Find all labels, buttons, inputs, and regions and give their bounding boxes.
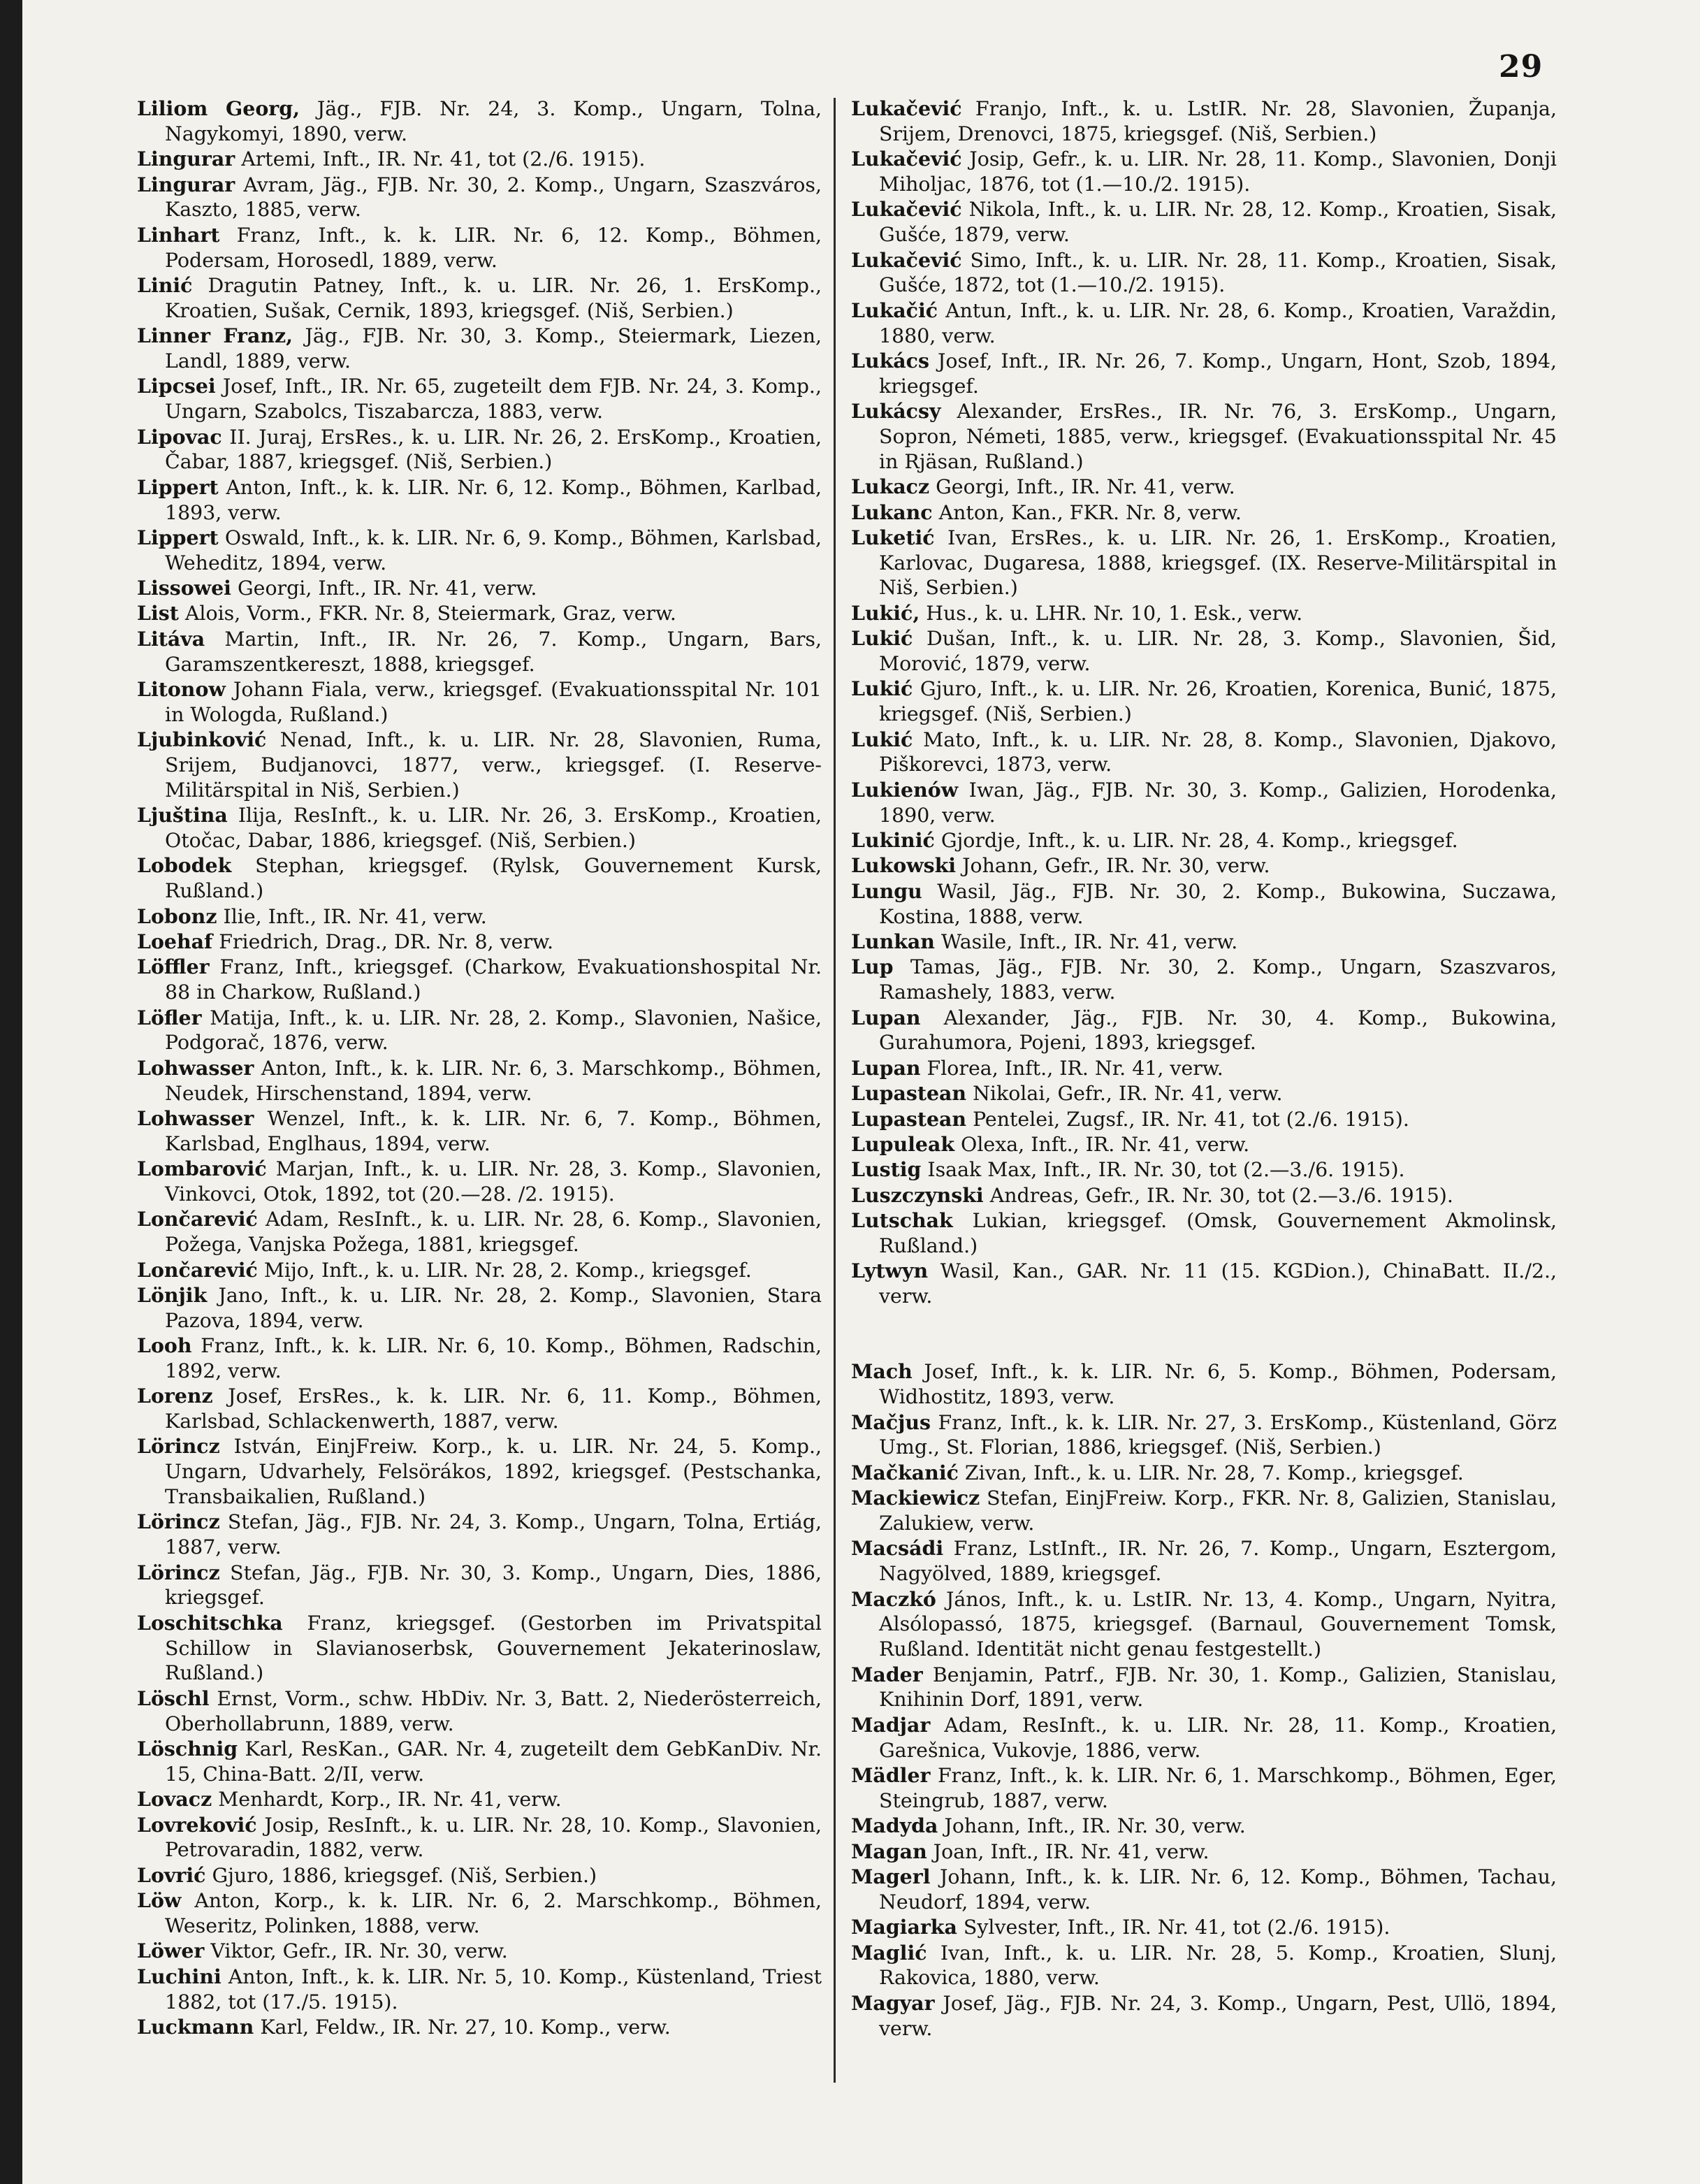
list-entry: [851, 853, 1557, 878]
list-entry: [851, 399, 1557, 474]
list-entry: [851, 500, 1557, 526]
entry-name: Lingurar: [137, 147, 235, 171]
list-entry: [851, 879, 1557, 930]
column-divider: [834, 98, 836, 2083]
entry-details: Zivan, Inft., k. u. LIR. Nr. 28, 7. Komp., kriegsgef.: [964, 1461, 1464, 1484]
entry-name: Lunkan: [851, 929, 935, 953]
entry-name: Looh: [137, 1333, 192, 1358]
entry-name: Mackiewicz: [851, 1486, 980, 1510]
list-entry: [137, 1510, 822, 1560]
entry-name: Lukowski: [851, 853, 957, 878]
entry-details: Nikolai, Gefr., IR. Nr. 41, verw.: [973, 1082, 1283, 1106]
entry-details: Wasile, Inft., IR. Nr. 41, verw.: [941, 930, 1238, 953]
entry-details: Johann Fiala, verw., kriegsgef. (Evakuationsspital Nr. 101 in Wologda, Rußland.): [165, 678, 822, 726]
entry-details: Gjordje, Inft., k. u. LIR. Nr. 28, 4. Komp., kriegsgef.: [940, 829, 1458, 853]
entry-name: Lörincz: [137, 1434, 220, 1459]
entry-details: Jäg., FJB. Nr. 30, 3. Komp., Steiermark, Liezen, Landl, 1889, verw.: [165, 324, 822, 373]
list-entry: [137, 1157, 822, 1207]
entry-details: Franz, Inft., k. k. LIR. Nr. 6, 1. Marschkomp., Böhmen, Eger, Steingrub, 1887, verw.: [879, 1763, 1557, 1812]
entry-details: Wenzel, Inft., k. k. LIR. Nr. 6, 7. Komp., Böhmen, Karlsbad, Englhaus, 1894, verw.: [165, 1106, 822, 1155]
list-entry: [851, 1814, 1557, 1839]
list-entry: [137, 1283, 822, 1333]
list-entry: [137, 1207, 822, 1257]
entry-name: Lungu: [851, 878, 922, 903]
list-entry: [137, 1333, 822, 1384]
entry-name: Lukinić: [851, 828, 935, 853]
right-column: [851, 96, 1557, 2041]
entry-name: Lupan: [851, 1005, 921, 1029]
entry-name: Madyda: [851, 1814, 938, 1838]
entry-details: Johann, Inft., IR. Nr. 30, verw.: [944, 1814, 1246, 1838]
entry-details: Avram, Jäg., FJB. Nr. 30, 2. Komp., Ungarn, Szaszváros, Kaszto, 1885, verw.: [165, 173, 822, 222]
entry-details: Oswald, Inft., k. k. LIR. Nr. 6, 9. Komp., Böhmen, Karlsbad, Weheditz, 1894, verw.: [165, 526, 822, 574]
entry-name: Magerl: [851, 1864, 931, 1888]
entry-details: Karl, Feldw., IR. Nr. 27, 10. Komp., verw.: [260, 2015, 671, 2039]
list-entry: [851, 147, 1557, 197]
list-entry: [137, 1863, 822, 1888]
entry-details: Ernst, Vorm., schw. HbDiv. Nr. 3, Batt. 2, Niederösterreich, Oberhollabrunn, 1889, verw.: [165, 1686, 822, 1735]
entry-details: Hus., k. u. LHR. Nr. 10, 1. Esk., verw.: [926, 601, 1303, 625]
list-entry: [137, 425, 822, 475]
entry-details: Nenad, Inft., k. u. LIR. Nr. 28, Slavonien, Ruma, Srijem, Budjanovci, 1877, verw., kriegsgef. (I. Reserve-Militärspital in Niš, Serbien.): [165, 728, 822, 802]
entry-details: Anton, Inft., k. k. LIR. Nr. 5, 10. Komp., Küstenland, Triest 1882, tot (17./5. 1915).: [165, 1965, 822, 2013]
list-entry: [137, 853, 822, 904]
entry-name: Lobonz: [137, 904, 217, 928]
list-entry: [137, 374, 822, 424]
entry-name: Luszczynski: [851, 1183, 984, 1207]
list-entry: [137, 526, 822, 576]
list-entry: [137, 1939, 822, 1964]
entry-name: Lukić: [851, 677, 913, 701]
entry-name: Mader: [851, 1662, 923, 1686]
entry-name: Magiarka: [851, 1915, 957, 1939]
entry-details: Georgi, Inft., IR. Nr. 41, verw.: [237, 577, 537, 600]
entry-name: Lukanc: [851, 500, 933, 524]
entry-details: Joan, Inft., IR. Nr. 41, verw.: [933, 1839, 1209, 1863]
entry-name: Lippert: [137, 525, 219, 549]
entry-name: Litonow: [137, 677, 226, 702]
entry-name: Lupastean: [851, 1106, 967, 1131]
list-entry: [137, 475, 822, 526]
entry-name: Linhart: [137, 222, 220, 247]
entry-details: Stefan, Jäg., FJB. Nr. 24, 3. Komp., Ungarn, Tolna, Ertiág, 1887, verw.: [165, 1510, 822, 1559]
list-entry: [851, 1915, 1557, 1940]
list-entry: [137, 324, 822, 374]
entry-name: Lup: [851, 955, 894, 979]
entry-details: Antun, Inft., k. u. LIR. Nr. 28, 6. Komp., Kroatien, Varaždin, 1880, verw.: [879, 298, 1557, 347]
entry-name: Lorenz: [137, 1384, 213, 1408]
entry-details: Wasil, Kan., GAR. Nr. 11 (15. KGDion.), ChinaBatt. II./2., verw.: [879, 1259, 1557, 1308]
entry-details: Stephan, kriegsgef. (Rylsk, Gouvernement Kursk, Rußland.): [165, 854, 822, 903]
list-entry: [851, 955, 1557, 1005]
list-entry: [851, 1359, 1557, 1410]
list-entry: [851, 1410, 1557, 1461]
entry-name: Lovrić: [137, 1863, 206, 1887]
entry-details: Johann, Gefr., IR. Nr. 30, verw.: [962, 854, 1270, 878]
entry-name: Macsádi: [851, 1536, 944, 1561]
entry-name: Luketić: [851, 525, 935, 549]
list-entry: [851, 1663, 1557, 1713]
entry-details: Ivan, Inft., k. u. LIR. Nr. 28, 5. Komp., Kroatien, Slunj, Rakovica, 1880, verw.: [879, 1941, 1557, 1990]
list-entry: [137, 1056, 822, 1106]
entry-name: Linner Franz,: [137, 324, 293, 348]
entry-details: Iwan, Jäg., FJB. Nr. 30, 3. Komp., Galizien, Horodenka, 1890, verw.: [879, 778, 1557, 827]
entry-details: Ilija, ResInft., k. u. LIR. Nr. 26, 3. ErsKomp., Kroatien, Otočac, Dabar, 1886, kriegsgef. (Niš, Serbien.): [165, 804, 822, 853]
entry-details: Franz, Inft., k. k. LIR. Nr. 6, 12. Komp., Böhmen, Podersam, Horosedl, 1889, verw.: [165, 223, 822, 272]
list-entry: [137, 1106, 822, 1157]
entry-name: Lytwyn: [851, 1259, 929, 1283]
entry-details: Anton, Inft., k. k. LIR. Nr. 6, 12. Komp., Böhmen, Karlbad, 1893, verw.: [165, 475, 822, 524]
list-entry: [137, 904, 822, 930]
entry-name: Lovreković: [137, 1812, 257, 1837]
list-entry: [137, 2015, 822, 2040]
entry-name: Linić: [137, 273, 193, 297]
entry-name: Löschnig: [137, 1736, 238, 1760]
list-entry: [137, 1787, 822, 1812]
entry-details: Josef, Inft., IR. Nr. 65, zugeteilt dem FJB. Nr. 24, 3. Komp., Ungarn, Szabolcs, Tiszabarcza, 1883, verw.: [165, 375, 822, 424]
list-entry: [851, 778, 1557, 828]
list-entry: [851, 930, 1557, 955]
list-entry: [137, 601, 822, 626]
entry-name: Mačkanić: [851, 1460, 959, 1484]
entry-name: List: [137, 601, 179, 625]
entry-name: Loehaf: [137, 929, 213, 953]
list-entry: [137, 728, 822, 802]
entry-name: Lingurar: [137, 172, 235, 196]
list-entry: [851, 1081, 1557, 1106]
entry-name: Luckmann: [137, 2014, 254, 2039]
list-entry: [137, 273, 822, 324]
entry-details: Mijo, Inft., k. u. LIR. Nr. 28, 2. Komp., kriegsgef.: [263, 1258, 752, 1282]
list-entry: [137, 223, 822, 273]
entry-details: Andreas, Gefr., IR. Nr. 30, tot (2.—3./6. 1915).: [989, 1183, 1453, 1207]
entry-details: István, EinjFreiw. Korp., k. u. LIR. Nr. 24, 5. Komp., Ungarn, Udvarhely, Felsörákos, 1892, kriegsgef. (Pestschanka, Transbaikalien, Rußland.): [165, 1435, 822, 1509]
entry-name: Lipcsei: [137, 374, 216, 398]
entry-details: Josip, Gefr., k. u. LIR. Nr. 28, 11. Komp., Slavonien, Donji Miholjac, 1876, tot (1.—10./2. 1915).: [879, 147, 1557, 196]
entry-name: Löw: [137, 1888, 182, 1913]
entry-name: Ljubinković: [137, 728, 267, 752]
list-entry: [137, 576, 822, 601]
list-entry: [851, 601, 1557, 626]
entry-name: Lörincz: [137, 1510, 220, 1534]
entry-details: Dušan, Inft., k. u. LIR. Nr. 28, 3. Komp., Slavonien, Šid, Morović, 1879, verw.: [879, 627, 1557, 676]
entry-details: Sylvester, Inft., IR. Nr. 41, tot (2./6. 1915).: [963, 1916, 1390, 1939]
entry-details: Anton, Korp., k. k. LIR. Nr. 6, 2. Marschkomp., Böhmen, Weseritz, Polinken, 1888, verw.: [165, 1889, 822, 1937]
entry-name: Madjar: [851, 1712, 931, 1737]
entry-details: Menhardt, Korp., IR. Nr. 41, verw.: [218, 1788, 562, 1811]
entry-details: Josip, ResInft., k. u. LIR. Nr. 28, 10. Komp., Slavonien, Petrovaradin, 1882, verw.: [165, 1813, 822, 1862]
list-entry: [137, 1006, 822, 1056]
entry-details: Jäg., FJB. Nr. 24, 3. Komp., Ungarn, Tolna, Nagykomyi, 1890, verw.: [165, 97, 822, 145]
entry-name: Magyar: [851, 1990, 935, 2015]
list-entry: [851, 1713, 1557, 1763]
list-entry: [137, 1611, 822, 1686]
list-entry: [851, 626, 1557, 677]
list-entry: [851, 96, 1557, 147]
entry-details: Josef, Jäg., FJB. Nr. 24, 3. Komp., Ungarn, Pest, Ullö, 1894, verw.: [879, 1991, 1557, 2040]
entry-details: János, Inft., k. u. LstIR. Nr. 13, 4. Komp., Ungarn, Nyitra, Alsólopassó, 1875, kriegsgef. (Barnaul, Gouvernement Tomsk, Rußland. Identität nicht genau festgestellt.): [879, 1587, 1557, 1661]
entry-name: Lončarević: [137, 1257, 258, 1282]
entry-name: Lovacz: [137, 1787, 212, 1811]
entry-details: Franjo, Inft., k. u. LstIR. Nr. 28, Slavonien, Županja, Srijem, Drenovci, 1875, kriegsgef. (Niš, Serbien.): [879, 97, 1557, 145]
list-entry: [851, 1006, 1557, 1056]
entry-name: Lohwasser: [137, 1106, 254, 1130]
list-entry: [137, 1561, 822, 1611]
page-number: 29: [1499, 49, 1543, 85]
list-entry: [851, 298, 1557, 349]
entry-details: Olexa, Inft., IR. Nr. 41, verw.: [961, 1132, 1250, 1156]
list-entry: [137, 1686, 822, 1737]
entry-details: Franz, kriegsgef. (Gestorben im Privatspital Schillow in Slavianoserbsk, Gouvernement Jekaterinoslaw, Rußland.): [165, 1611, 822, 1685]
entry-name: Lukienów: [851, 777, 959, 802]
entry-name: Lörincz: [137, 1560, 220, 1584]
list-entry: [851, 1536, 1557, 1586]
list-entry: [137, 1737, 822, 1787]
list-entry: [851, 1259, 1557, 1309]
entry-details: Lukian, kriegsgef. (Omsk, Gouvernement Akmolinsk, Rußland.): [879, 1209, 1557, 1257]
entry-details: Gjuro, Inft., k. u. LIR. Nr. 26, Kroatien, Korenica, Bunić, 1875, kriegsgef. (Niš, Serbien.): [879, 677, 1557, 726]
entry-name: Ljuština: [137, 803, 228, 827]
list-entry: [137, 1258, 822, 1283]
entry-details: Friedrich, Drag., DR. Nr. 8, verw.: [219, 930, 553, 953]
list-entry: [137, 173, 822, 223]
entry-details: Gjuro, 1886, kriegsgef. (Niš, Serbien.): [212, 1863, 597, 1887]
entry-name: Lohwasser: [137, 1055, 254, 1080]
entry-details: Isaak Max, Inft., IR. Nr. 30, tot (2.—3./6. 1915).: [927, 1158, 1405, 1182]
list-entry: [851, 1587, 1557, 1662]
entry-name: Magan: [851, 1839, 927, 1863]
list-entry: [851, 677, 1557, 727]
entry-details: Josef, Inft., k. k. LIR. Nr. 6, 5. Komp., Böhmen, Podersam, Widhostitz, 1893, verw.: [879, 1360, 1557, 1409]
entry-details: Stefan, Jäg., FJB. Nr. 30, 3. Komp., Ungarn, Dies, 1886, kriegsgef.: [165, 1561, 822, 1610]
entry-details: Franz, Inft., k. k. LIR. Nr. 27, 3. ErsKomp., Küstenland, Görz Umg., St. Florian, 1886, kriegsgef. (Niš, Serbien.): [879, 1410, 1557, 1459]
entry-details: Josef, Inft., IR. Nr. 26, 7. Komp., Ungarn, Hont, Szob, 1894, kriegsgef.: [879, 349, 1557, 398]
entry-name: Lukačević: [851, 147, 962, 171]
entry-name: Lutschak: [851, 1208, 953, 1233]
entry-details: Benjamin, Patrf., FJB. Nr. 30, 1. Komp., Galizien, Stanislau, Knihinin Dorf, 1891, verw.: [879, 1663, 1557, 1712]
entry-name: Lukácsy: [851, 399, 941, 424]
entry-name: Lippert: [137, 475, 219, 499]
list-entry: [851, 1486, 1557, 1536]
left-column: [137, 96, 822, 2040]
list-entry: [851, 1941, 1557, 1991]
entry-name: Lönjik: [137, 1282, 208, 1307]
entry-details: Marjan, Inft., k. u. LIR. Nr. 28, 3. Komp., Slavonien, Vinkovci, Otok, 1892, tot (20.—28. /2. 1915).: [165, 1157, 822, 1206]
entry-details: Alexander, Jäg., FJB. Nr. 30, 4. Komp., Bukowina, Gurahumora, Pojeni, 1893, kriegsgef.: [879, 1006, 1557, 1055]
entry-details: Alois, Vorm., FKR. Nr. 8, Steiermark, Graz, verw.: [184, 602, 676, 625]
entry-name: Lukačić: [851, 298, 938, 322]
entry-name: Mädler: [851, 1763, 931, 1787]
list-entry: [851, 526, 1557, 600]
entry-details: Tamas, Jäg., FJB. Nr. 30, 2. Komp., Ungarn, Szaszvaros, Ramashely, 1883, verw.: [879, 955, 1557, 1004]
entry-details: Viktor, Gefr., IR. Nr. 30, verw.: [210, 1939, 508, 1963]
entry-name: Lustig: [851, 1157, 922, 1182]
entry-details: Adam, ResInft., k. u. LIR. Nr. 28, 11. Komp., Kroatien, Garešnica, Vukovje, 1886, verw.: [879, 1713, 1557, 1762]
entry-name: Maczkó: [851, 1586, 936, 1611]
entry-details: Franz, LstInft., IR. Nr. 26, 7. Komp., Ungarn, Esztergom, Nagyölved, 1889, kriegsgef.: [879, 1537, 1557, 1586]
list-entry: [851, 728, 1557, 778]
entry-name: Lukacz: [851, 475, 930, 499]
list-entry: [137, 1965, 822, 2015]
entry-name: Lobodek: [137, 853, 232, 878]
entry-name: Lupastean: [851, 1081, 967, 1106]
entry-name: Lukačević: [851, 96, 962, 120]
list-entry: [851, 1157, 1557, 1183]
entry-details: Dragutin Patney, Inft., k. u. LIR. Nr. 26, 1. ErsKomp., Kroatien, Sušak, Cernik, 1893, kriegsgef. (Niš, Serbien.): [165, 273, 822, 322]
entry-details: Mato, Inft., k. u. LIR. Nr. 28, 8. Komp., Slavonien, Djakovo, Piškorevci, 1873, verw.: [879, 728, 1557, 776]
list-entry: [137, 1888, 822, 1939]
entry-details: Franz, Inft., k. k. LIR. Nr. 6, 10. Komp., Böhmen, Radschin, 1892, verw.: [165, 1334, 822, 1382]
entry-name: Löwer: [137, 1939, 205, 1963]
entry-details: Anton, Kan., FKR. Nr. 8, verw.: [938, 500, 1242, 524]
entry-name: Litáva: [137, 626, 205, 651]
list-entry: [137, 1434, 822, 1509]
list-entry: [851, 828, 1557, 853]
list-entry: [851, 1865, 1557, 1915]
entry-name: Löfler: [137, 1005, 202, 1029]
entry-name: Loschitschka: [137, 1610, 283, 1635]
entry-name: Lončarević: [137, 1207, 258, 1231]
entry-details: Adam, ResInft., k. u. LIR. Nr. 28, 6. Komp., Slavonien, Požega, Vanjska Požega, 1881, kriegsgef.: [165, 1208, 822, 1257]
entry-details: Pentelei, Zugsf., IR. Nr. 41, tot (2./6. 1915).: [973, 1107, 1409, 1131]
list-entry: [137, 955, 822, 1005]
list-entry: [137, 677, 822, 728]
entry-details: Wasil, Jäg., FJB. Nr. 30, 2. Komp., Bukowina, Suczawa, Kostina, 1888, verw.: [879, 879, 1557, 928]
entry-details: Josef, ErsRes., k. k. LIR. Nr. 6, 11. Komp., Böhmen, Karlsbad, Schlackenwerth, 1887, verw.: [165, 1384, 822, 1433]
entry-details: Franz, Inft., kriegsgef. (Charkow, Evakuationshospital Nr. 88 in Charkow, Rußland.): [165, 955, 822, 1004]
entry-name: Mach: [851, 1359, 913, 1384]
list-entry: [137, 96, 822, 147]
list-entry: [851, 1991, 1557, 2041]
list-entry: [137, 930, 822, 955]
entry-name: Lukács: [851, 348, 929, 373]
section-break: [851, 1309, 1557, 1359]
list-entry: [851, 1763, 1557, 1814]
list-entry: [137, 627, 822, 677]
entry-details: Stefan, EinjFreiw. Korp., FKR. Nr. 8, Galizien, Stanislau, Zalukiew, verw.: [879, 1487, 1557, 1535]
entry-details: Ivan, ErsRes., k. u. LIR. Nr. 26, 1. ErsKomp., Kroatien, Karlovac, Dugaresa, 1888, kriegsgef. (IX. Reserve-Militärspital in Niš, Serbien.): [879, 526, 1557, 600]
entry-details: Jano, Inft., k. u. LIR. Nr. 28, 2. Komp., Slavonien, Stara Pazova, 1894, verw.: [165, 1283, 822, 1332]
entry-details: Anton, Inft., k. k. LIR. Nr. 6, 3. Marschkomp., Böhmen, Neudek, Hirschenstand, 1894, verw.: [165, 1056, 822, 1105]
list-entry: [851, 1107, 1557, 1132]
entry-name: Löschl: [137, 1686, 210, 1710]
entry-name: Lupuleak: [851, 1131, 955, 1156]
entry-details: Artemi, Inft., IR. Nr. 41, tot (2./6. 1915).: [241, 147, 646, 171]
entry-details: Karl, ResKan., GAR. Nr. 4, zugeteilt dem GebKanDiv. Nr. 15, China-Batt. 2/II, verw.: [165, 1737, 822, 1786]
entry-details: Nikola, Inft., k. u. LIR. Nr. 28, 12. Komp., Kroatien, Sisak, Gušće, 1879, verw.: [879, 198, 1557, 247]
list-entry: [851, 197, 1557, 247]
list-entry: [851, 1461, 1557, 1486]
entry-name: Lukačević: [851, 197, 962, 222]
entry-name: Lukić: [851, 626, 913, 651]
entry-name: Maglić: [851, 1940, 927, 1965]
entry-name: Lupan: [851, 1055, 921, 1080]
page-edge: [0, 0, 22, 2184]
list-entry: [851, 1839, 1557, 1865]
list-entry: [137, 803, 822, 853]
entry-name: Mačjus: [851, 1410, 931, 1434]
list-entry: [851, 1056, 1557, 1081]
entry-name: Liliom Georg,: [137, 96, 300, 120]
entry-details: Ilie, Inft., IR. Nr. 41, verw.: [223, 904, 487, 928]
list-entry: [137, 147, 822, 172]
entry-name: Löffler: [137, 955, 210, 979]
list-entry: [851, 475, 1557, 500]
entry-details: Alexander, ErsRes., IR. Nr. 76, 3. ErsKomp., Ungarn, Sopron, Németi, 1885, verw., kriegsgef. (Evakuationsspital Nr. 45 in Rjäsan, Rußland.): [879, 400, 1557, 473]
list-entry: [851, 1132, 1557, 1157]
entry-name: Lukačević: [851, 247, 962, 272]
list-entry: [851, 1208, 1557, 1259]
entry-name: Lombarović: [137, 1157, 267, 1181]
entry-details: Georgi, Inft., IR. Nr. 41, verw.: [936, 475, 1235, 499]
entry-details: Johann, Inft., k. k. LIR. Nr. 6, 12. Komp., Böhmen, Tachau, Neudorf, 1894, verw.: [879, 1865, 1557, 1914]
entry-name: Lukić,: [851, 600, 920, 625]
entry-details: Martin, Inft., IR. Nr. 26, 7. Komp., Ungarn, Bars, Garamszentkereszt, 1888, kriegsgef.: [165, 627, 822, 676]
list-entry: [137, 1384, 822, 1434]
entry-name: Lipovac: [137, 424, 222, 449]
list-entry: [137, 1813, 822, 1863]
list-entry: [851, 1183, 1557, 1208]
entry-details: Florea, Inft., IR. Nr. 41, verw.: [927, 1056, 1223, 1080]
entry-details: Matija, Inft., k. u. LIR. Nr. 28, 2. Komp., Slavonien, Našice, Podgorač, 1876, verw.: [165, 1006, 822, 1055]
entry-name: Luchini: [137, 1964, 221, 1988]
entry-name: Lissowei: [137, 576, 231, 600]
entry-details: Simo, Inft., k. u. LIR. Nr. 28, 11. Komp., Kroatien, Sisak, Gušće, 1872, tot (1.—10./2. 1915).: [879, 248, 1557, 297]
list-entry: [851, 248, 1557, 298]
list-entry: [851, 349, 1557, 399]
entry-name: Lukić: [851, 727, 913, 751]
entry-details: II. Juraj, ErsRes., k. u. LIR. Nr. 26, 2. ErsKomp., Kroatien, Čabar, 1887, kriegsgef. (Niš, Serbien.): [165, 425, 822, 474]
